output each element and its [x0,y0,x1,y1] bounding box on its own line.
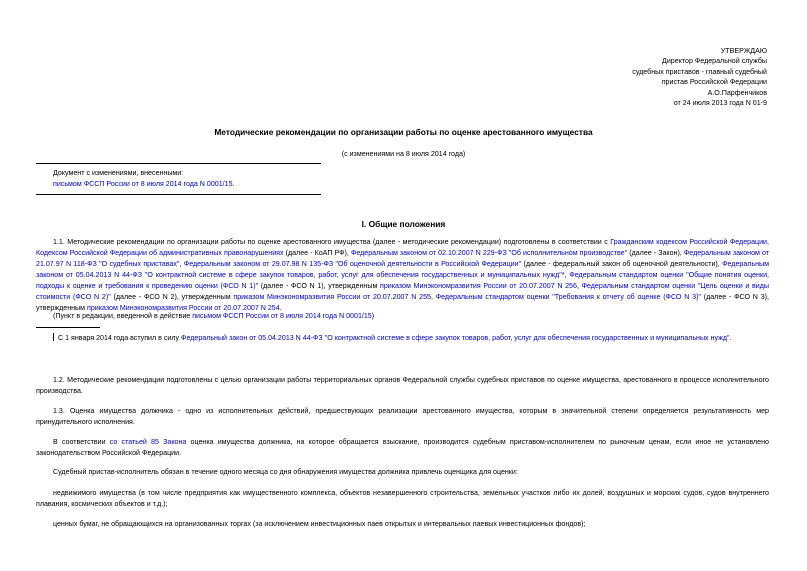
text: . [729,334,732,342]
link-law-229[interactable]: Федеральным законом от 02.10.2007 N 229-ФЗ "Об исполнительном производстве" [350,249,628,257]
footnote-link[interactable]: Федеральный закон от 05.04.2013 N 44-ФЗ "О контрактной системе в сфере закупок товаров, работ, услуг для обеспечения государственных и муниципальных нужд" [181,334,730,342]
link-fso-2[interactable]: Федеральным стандартом оценки "Цель оценки и виды стоимости (ФСО N 2)" [36,282,769,301]
link-law-118[interactable]: Федеральным законом от 21.07.97 N 118-ФЗ "О судебных приставах" [36,249,770,268]
document-subtitle: (с изменениями на 8 июля 2014 года) [341,150,466,158]
doc-changes-link[interactable]: письмом ФССП России от 8 июля 2014 года N 0001/15 [53,179,233,188]
doc-changes-box [53,168,333,189]
text: (далее - ФСО N 1), утвержденным [258,282,380,290]
paragraph-securities: ценных бумаг, не обращающихся на организованных торгах (за исключением инвестиционных паев открытых и интервальных паевых инвестиционных фондов); [53,520,586,528]
divider-bottom [36,194,321,195]
paragraph-article-85 [36,437,769,459]
text: В соответствии [53,438,110,446]
text: ) [371,312,375,320]
approval-line: от 24 июля 2013 года N 01-9 [673,99,767,108]
doc-changes-label: Документ с изменениями, внесенными: [53,169,184,177]
approval-block [632,46,767,108]
text: оценка имущества должника, на которое обращается взыскание, производится судебным приставом-исполнителем по рыночным ценам, если иное не установлено законодательством Российской Федерации. [36,438,769,457]
text: (далее - КоАП РФ), [283,249,351,257]
approval-line: А.О.Парфенчиков [707,88,767,97]
edition-note [53,311,374,322]
link-order-256[interactable]: приказом Минэкономразвития России от 20.07.2007 N 256 [380,282,577,290]
text: (Пункт в редакции, введенной в действие [53,312,193,320]
text: , [767,238,769,246]
text: (далее - ФСО N 3), утвержденным [36,293,769,312]
approval-line: пристав Российской Федерации [661,78,767,87]
approval-line: УТВЕРЖДАЮ [720,47,767,55]
approval-line: судебных приставов - главный судебный [632,67,767,76]
text: *, [561,271,570,279]
text: . [279,304,282,312]
link-order-255[interactable]: приказом Минэкономразвития России от 20.07.2007 N 255 [233,293,431,301]
footnote-marker [53,333,56,341]
doc-changes-line [53,179,333,190]
divider-top [36,163,321,164]
approval-line: Директор Федеральной службы [662,57,767,66]
paragraph-1-3: 1.3. Оценка имущества должника - одно из исполнительных действий, предшествующих реализации арестованного имущества, которым в значительной степени определяется результативность мер принудительного исполнения. [36,407,769,426]
paragraph-appraiser: Судебный пристав-исполнитель обязан в течение одного месяца со дня обнаружения имущества должника привлечь оценщика для оценки: [53,468,518,476]
paragraph-real-estate: недвижимого имущества (в том числе предприятия как имущественного комплекса, объектов незавершенного строительства, земельных участков либо их долей, воздушных и морских судов, судов внутреннего плавания, космических объектов и т.д.); [36,489,769,508]
link-law-135[interactable]: Федеральным законом от 29.07.98 N 135-ФЗ "Об оценочной деятельности в Российской Федерации" [183,260,522,268]
footnote [53,333,769,344]
link-article-85[interactable]: со статьей 85 Закона [109,438,187,446]
paragraph-1-2: 1.2. Методические рекомендации подготовлены с целью организации работы территориальных органов Федеральной службы судебных приставов по оценке имущества, арестованного в процессе исполнительного производства. [36,376,769,395]
link-order-254[interactable]: приказом Минэкономразвития России от 20.07.2007 N 254 [87,304,280,312]
link-fso-1[interactable]: Федеральным стандартом оценки "Общие понятия оценки, подходы к оценке и требования к проведению оценки (ФСО N 1)" [36,271,770,290]
edition-note-link[interactable]: письмом ФССП России от 8 июля 2014 года N 0001/15 [192,312,372,320]
link-civil-code[interactable]: Гражданским кодексом Российской Федерации [610,238,768,246]
link-law-44[interactable]: Федеральным законом от 05.04.2013 N 44-ФЗ "О контрактной системе в сфере закупок товаров, работ, услуг для обеспечения государственных и муниципальных нужд" [36,260,770,279]
text: (далее - ФСО N 2), утвержденным [110,293,234,301]
text: , [576,282,582,290]
footnote-divider [36,327,100,328]
document-title: Методические рекомендации по организации работы по оценке арестованного имущества [214,127,593,137]
text: 1.1. Методические рекомендации по организации работы по оценке арестованного имущества (далее - методические рекомендации) подготовлены в соответствии с [53,238,611,246]
text: , [179,260,184,268]
text: (далее - федеральный закон об оценочной деятельности), [521,260,723,268]
link-fso-3[interactable]: Федеральным стандартом оценки "Требования к отчету об оценке (ФСО N 3)" [435,293,701,301]
paragraph-1-1 [36,237,769,314]
text: (далее - Закон), [627,249,684,257]
link-koap[interactable]: Кодексом Российской Федерации об административных правонарушениях [36,249,284,257]
doc-changes-link-end: . [232,179,235,188]
text: , [430,293,436,301]
section-heading: I. Общие положения [361,219,446,229]
text: С 1 января 2014 года вступил в силу [58,334,182,342]
